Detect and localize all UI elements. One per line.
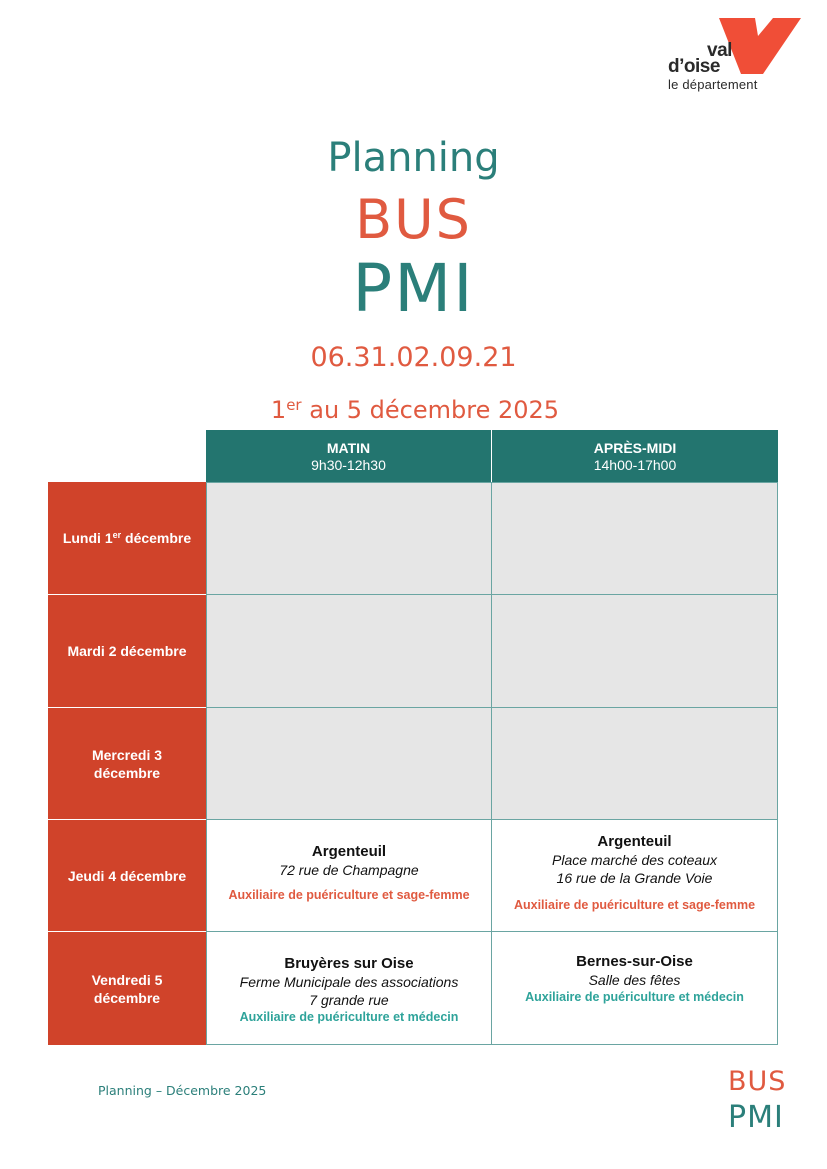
slot-place: Bernes-sur-Oise (576, 953, 693, 970)
logo-line-departement: le département (668, 77, 758, 92)
slot-lundi-matin (206, 482, 492, 595)
slot-mardi-matin (206, 595, 492, 708)
slot-mercredi-apres-midi (491, 708, 778, 820)
slot-address: Place marché des coteaux (552, 852, 717, 868)
date-range (205, 392, 625, 428)
slot-mardi-apres-midi (491, 595, 778, 708)
slot-staff: Auxiliaire de puériculture et sage-femme (228, 888, 470, 902)
column-header-label: APRÈS-MIDI (593, 440, 677, 456)
column-header-apres-midi (492, 430, 778, 482)
slot-vendredi-matin (206, 932, 492, 1045)
logo-line-doise: d’oise (668, 56, 720, 77)
slot-vendredi-apres-midi (491, 932, 778, 1045)
pmi-wordmark: PMI (352, 250, 475, 327)
day-label-jeudi: Jeudi 4 décembre (48, 820, 206, 932)
day-label-lundi (48, 482, 206, 595)
date-range-day: 1 (270, 396, 287, 424)
slot-staff: Auxiliaire de puériculture et médecin (525, 990, 744, 1004)
val-doise-logo (665, 18, 805, 93)
date-range-rest: au 5 décembre 2025 (301, 396, 560, 424)
slot-address: Ferme Municipale des associations (239, 974, 459, 990)
slot-address: Salle des fêtes (588, 972, 681, 988)
column-header-hours: 14h00-17h00 (593, 457, 677, 473)
slot-place: Bruyères sur Oise (284, 955, 414, 972)
slot-place: Argenteuil (597, 833, 672, 850)
slot-address: 16 rue de la Grande Voie (556, 870, 713, 886)
slot-address: 7 grande rue (309, 992, 389, 1008)
column-header-label: MATIN (326, 440, 371, 456)
day-text: décembre (93, 989, 161, 1006)
day-sup: er (112, 530, 122, 540)
day-text: décembre (121, 530, 192, 546)
column-header-hours: 9h30-12h30 (311, 457, 386, 473)
day-label-vendredi (48, 932, 206, 1045)
day-text: décembre (93, 764, 161, 781)
bus-wordmark: BUS (355, 188, 472, 251)
footer-pmi-wordmark: PMI (728, 1100, 784, 1135)
slot-staff: Auxiliaire de puériculture et médecin (239, 1010, 459, 1024)
slot-address: 72 rue de Champagne (279, 862, 419, 878)
footer-text: Planning – Décembre 2025 (98, 1083, 267, 1098)
slot-mercredi-matin (206, 708, 492, 820)
slot-lundi-apres-midi (491, 482, 778, 595)
page-title: Planning (327, 135, 500, 181)
day-label-mercredi (48, 708, 206, 820)
date-range-sup: er (286, 396, 302, 414)
day-text: Vendredi 5 (91, 971, 163, 988)
day-text: Mercredi 3 (91, 746, 163, 763)
schedule-table (48, 430, 778, 1045)
phone-number: 06.31.02.09.21 (310, 342, 517, 373)
column-header-matin (206, 430, 491, 482)
slot-jeudi-apres-midi (491, 820, 778, 932)
day-text: Lundi 1 (62, 530, 113, 546)
day-label-mardi: Mardi 2 décembre (48, 595, 206, 708)
slot-staff: Auxiliaire de puériculture et sage-femme (513, 898, 756, 912)
slot-jeudi-matin (206, 820, 492, 932)
slot-place: Argenteuil (311, 843, 387, 860)
footer-bus-wordmark: BUS (728, 1066, 787, 1097)
logo-line-val: val (707, 40, 732, 61)
